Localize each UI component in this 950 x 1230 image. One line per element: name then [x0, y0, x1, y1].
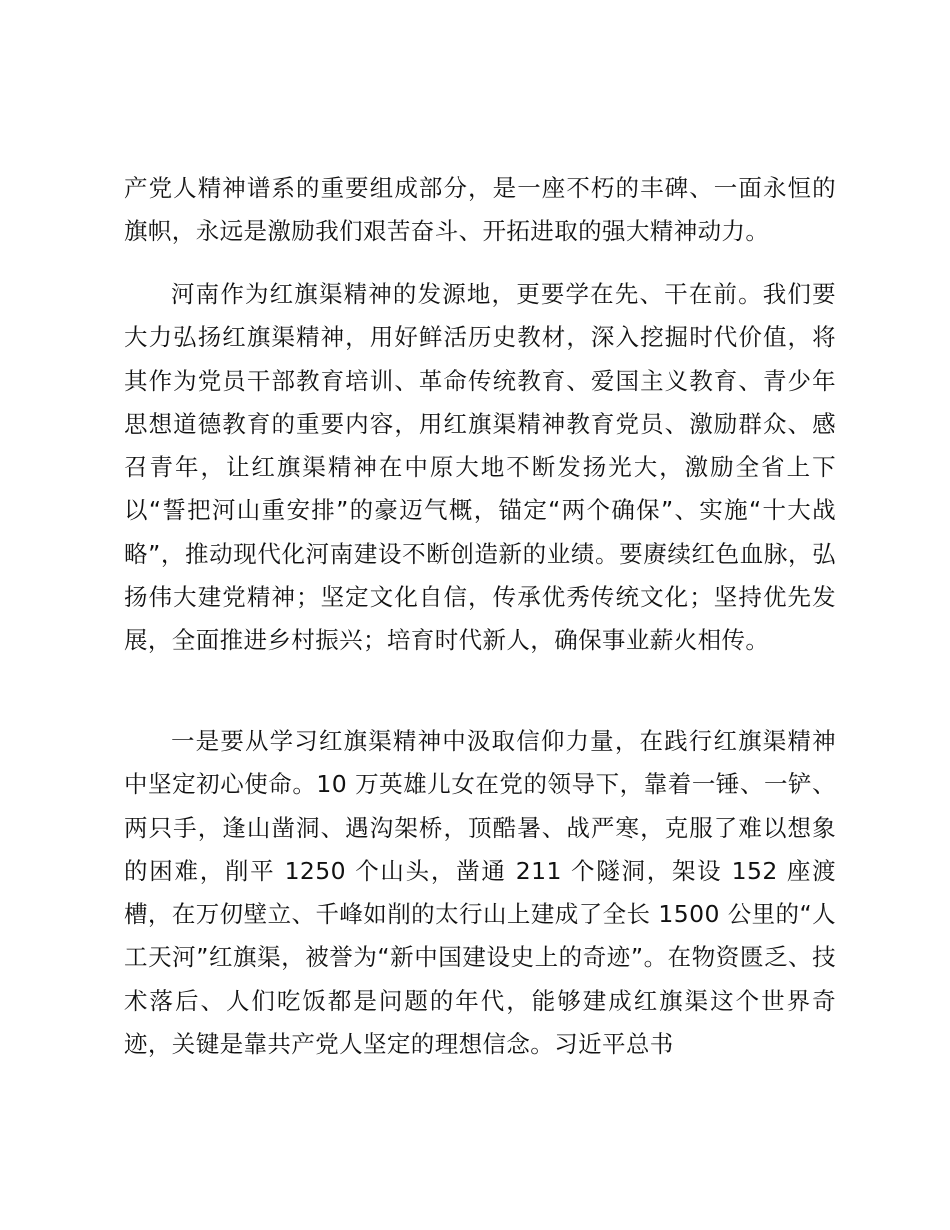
paragraph-1-text: 产党人精神谱系的重要组成部分，是一座不朽的丰碑、一面永恒的旗帜，永远是激励我们艰苦奋斗、开拓进取的强大精神动力。 [124, 174, 836, 246]
paragraph-2-text: 河南作为红旗渠精神的发源地，更要学在先、干在前。我们要大力弘扬红旗渠精神，用好鲜活历史教材，深入挖掘时代价值，将其作为党员干部教育培训、革命传统教育、爱国主义教育、青少年思想道德教育的重要内容，用红旗渠精神教育党员、激励群众、感召青年，让红旗渠精神在中原大地不断发扬光大，激励全省上下以“誓把河山重安排”的豪迈气概，锚定“两个确保”、实施“十大战略”，推动现代化河南建设不断创造新的业绩。要赓续红色血脉，弘扬伟大建党精神；坚定文化自信，传承优秀传统文化；坚持优先发展，全面推进乡村振兴；培育时代新人，确保事业薪火相传。 [124, 280, 836, 655]
paragraph-2 [124, 273, 836, 663]
paragraph-3-text: 一是要从学习红旗渠精神中汲取信仰力量，在践行红旗渠精神中坚定初心使命。10 万英雄儿女在党的领导下，靠着一锤、一铲、两只手，逢山凿洞、遇沟架桥，顶酷暑、战严寒，克服了难以想象的困难，削平 1250 个山头，凿通 211 个隧洞，架设 152 座渡槽，在万仞壁立、千峰如削的太行山上建成了全长 1500 公里的“人工天河”红旗渠，被誉为“新中国建设史上的奇迹”。在物资匮乏、技术落后、人们吃饭都是问题的年代，能够建成红旗渠这个世界奇迹，关键是靠共产党人坚定的理想信念。习近平总书 [124, 727, 836, 1059]
paragraph-1 [124, 167, 836, 254]
paragraph-3 [124, 720, 836, 1066]
